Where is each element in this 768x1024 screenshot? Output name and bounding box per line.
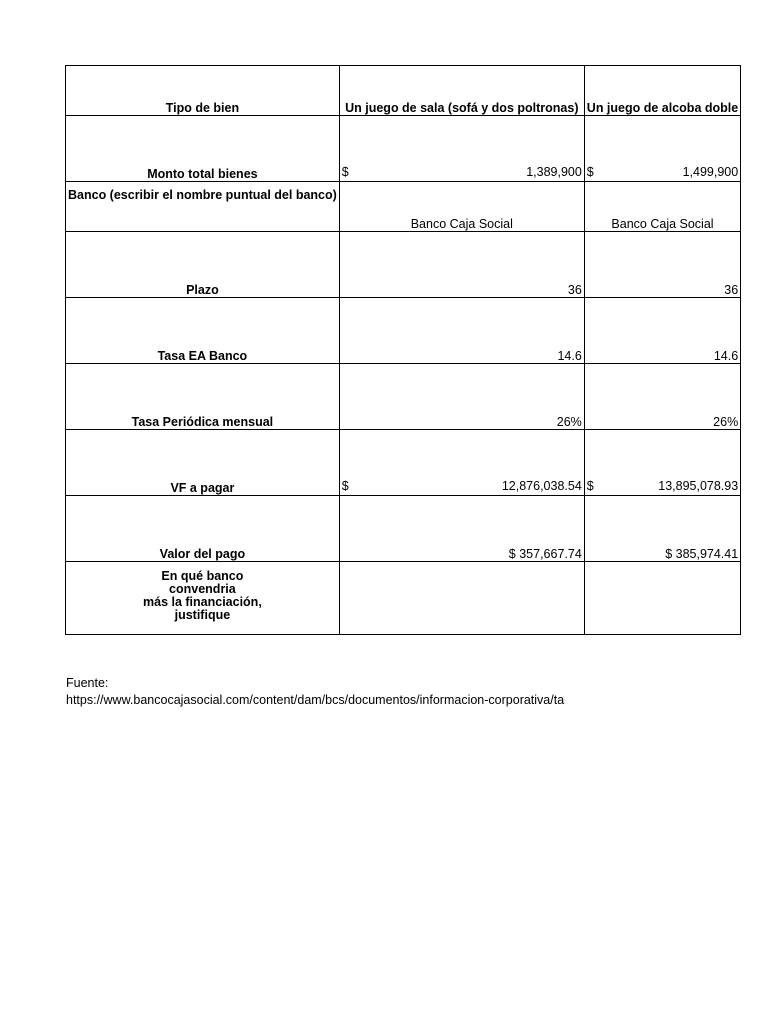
table-row [66,182,741,232]
cell-plazo-sala[interactable]: 36 [339,232,584,298]
source-note [66,675,611,709]
cell-vf-sala[interactable] [339,430,584,496]
cell-value: 12,876,038.54 [501,479,582,493]
table-row [66,298,741,364]
cell-tasa-ea-sala[interactable]: 14.6 [339,298,584,364]
row-label[interactable]: Plazo [66,232,340,298]
cell-monto-sala[interactable] [339,116,584,182]
cell-monto-alcoba[interactable] [584,116,740,182]
row-label[interactable]: VF a pagar [66,430,340,496]
table-row [66,364,741,430]
table-row [66,562,741,635]
row-label[interactable]: Tasa EA Banco [66,298,340,364]
cell-banco-conviene-alcoba[interactable] [584,562,740,635]
cell-value: 1,499,900 [682,165,739,179]
row-label[interactable]: Tipo de bien [66,66,340,116]
cell-pago-sala[interactable]: $ 357,667.74 [339,496,584,562]
currency-symbol: $ [341,165,349,179]
row-label-line: justifique [174,608,231,622]
cell-value: 13,895,078.93 [658,479,739,493]
cell-banco-alcoba[interactable]: Banco Caja Social [584,182,740,232]
table-row [66,66,741,116]
table-row [66,116,741,182]
currency-symbol: $ [586,165,594,179]
currency-symbol: $ [586,479,594,493]
cell-plazo-alcoba[interactable]: 36 [584,232,740,298]
row-label[interactable] [66,562,340,635]
cell-banco-sala[interactable]: Banco Caja Social [339,182,584,232]
cell-tasa-periodica-alcoba[interactable]: 26% [584,364,740,430]
column-header-sala[interactable]: Un juego de sala (sofá y dos poltronas) [339,66,584,116]
table-row [66,496,741,562]
row-label-line: más la financiación, [143,595,262,609]
currency-symbol: $ [341,479,349,493]
cell-vf-alcoba[interactable] [584,430,740,496]
cell-pago-alcoba[interactable]: $ 385,974.41 [584,496,740,562]
cell-tasa-ea-alcoba[interactable]: 14.6 [584,298,740,364]
source-url[interactable]: https://www.bancocajasocial.com/content/dam/bcs/documentos/informacion-corporativa/ta [66,693,565,707]
cell-banco-conviene-sala[interactable] [339,562,584,635]
row-label-line: convendria [169,582,236,596]
row-label-text: Banco (escribir el nombre puntual del banco) [68,188,337,202]
table-row [66,232,741,298]
spreadsheet-table [65,65,741,635]
cell-value: 1,389,900 [526,165,582,179]
source-label: Fuente: [66,676,109,690]
row-label[interactable]: Valor del pago [66,496,340,562]
table-row [66,430,741,496]
row-label[interactable]: Tasa Periódica mensual [66,364,340,430]
row-label[interactable] [66,182,340,232]
column-header-alcoba[interactable]: Un juego de alcoba doble [584,66,740,116]
row-label[interactable]: Monto total bienes [66,116,340,182]
row-label-line: En qué banco [161,569,244,583]
cell-tasa-periodica-sala[interactable]: 26% [339,364,584,430]
